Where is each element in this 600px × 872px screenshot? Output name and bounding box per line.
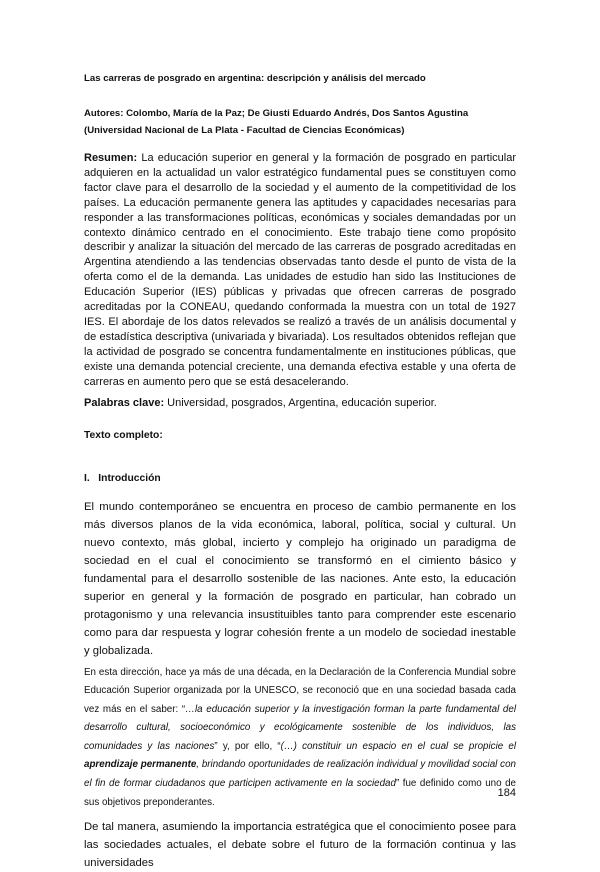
fulltext-heading: Texto completo:: [84, 429, 163, 441]
quote-italic-3: , brindando oportunidades de realización individual y movilidad social con el fin de formar ciudadanos que participen activamente en la sociedad: [84, 759, 516, 790]
authors-block: [84, 105, 516, 139]
authors-names: Autores: Colombo, María de la Paz; De Giusti Eduardo Andrés, Dos Santos Agustina: [84, 108, 469, 119]
quote-paragraph: [84, 664, 516, 813]
paper-title: Las carreras de posgrado en argentina: descripción y análisis del mercado: [84, 73, 426, 84]
quote-part-3: ” fue definido como uno de sus objetivos preponderantes.: [84, 778, 516, 808]
page-number: 184: [497, 787, 516, 799]
keywords: [84, 396, 516, 411]
quote-italic-1: …la educación superior y la investigación forman la parte fundamental del desarrollo cultural, socioeconómico y ecológicamente sostenible de los individuos, las comunidades y las naciones: [84, 703, 516, 752]
abstract-text: La educación superior en general y la formación de posgrado en particular adquieren en la actualidad un valor estratégico fundamental pues se constituyen como factor clave para el desarrollo de la sociedad y el aumento de la competitividad de los países. La educación permanente genera las aptitudes y capacidades necesarias para responder a las transformaciones políticas, económicas y sociales demandadas por un contexto dinámico centrado en el conocimiento. Este trabajo tiene como propósito describir y analizar la situación del mercado de las carreras de posgrado acreditadas en Argentina atendiendo a las tendencias observadas tanto desde el punto de vista de la oferta como el de la demanda. Las unidades de estudio han sido las Instituciones de Educación Superior (IES) públicas y privadas que ofrecen carreras de posgrado acreditadas por la CONEAU, quedando conformada la muestra con un total de 1927 IES. El abordaje de los datos relevados se realizó a través de un análisis documental y de estadística descriptiva (univariada y bivariada). Los resultados obtenidos reflejan que la actividad de posgrado se concentra fundamentalmente en instituciones públicas, que existe una demanda potencial creciente, una demanda efectiva estable y una oferta de carreras en aumento pero que se está desacelerando.: [84, 152, 516, 388]
authors-affiliation: (Universidad Nacional de La Plata - Facultad de Ciencias Económicas): [84, 125, 405, 136]
abstract-label: Resumen:: [84, 152, 138, 164]
quote-part-2: ” y, por ello, “: [214, 740, 281, 752]
intro-paragraph: El mundo contemporáneo se encuentra en proceso de cambio permanente en los más diversos planos de la vida económica, laboral, política, social y cultural. Un nuevo contexto, más global, incierto y complejo ha originado un paradigma de sociedad en el cual el conocimiento se transformó en el cimiento básico y fundamental para el desarrollo sostenible de las naciones. Ante esto, la educación superior en general y la formación de posgrado en particular, han cobrado un protagonismo y una relevancia insustituibles tanto para comprender este escenario como para dar respuesta y lograr cohesión frente a un modelo de sociedad inestable y globalizada.: [84, 500, 516, 657]
keywords-label: Palabras clave:: [84, 396, 165, 409]
quote-part-1: En esta dirección, hace ya más de una década, en la Declaración de la Conferencia Mundial sobre Educación Superior organizada por la UNESCO, se reconoció que en una sociedad basada cada vez más en el saber: “: [84, 666, 516, 715]
abstract: [84, 151, 516, 390]
page-content: [84, 72, 516, 872]
quote-italic-2: (…) constituir un espacio en el cual se propicie el: [280, 740, 516, 752]
closing-paragraph: De tal manera, asumiendo la importancia estratégica que el conocimiento posee para las sociedades actuales, el debate sobre el futuro de la formación continua y las universidades: [84, 821, 516, 870]
keywords-text: Universidad, posgrados, Argentina, educación superior.: [164, 396, 437, 409]
quote-bold: aprendizaje permanente: [84, 759, 197, 771]
section-heading: I. Introducción: [84, 472, 161, 484]
